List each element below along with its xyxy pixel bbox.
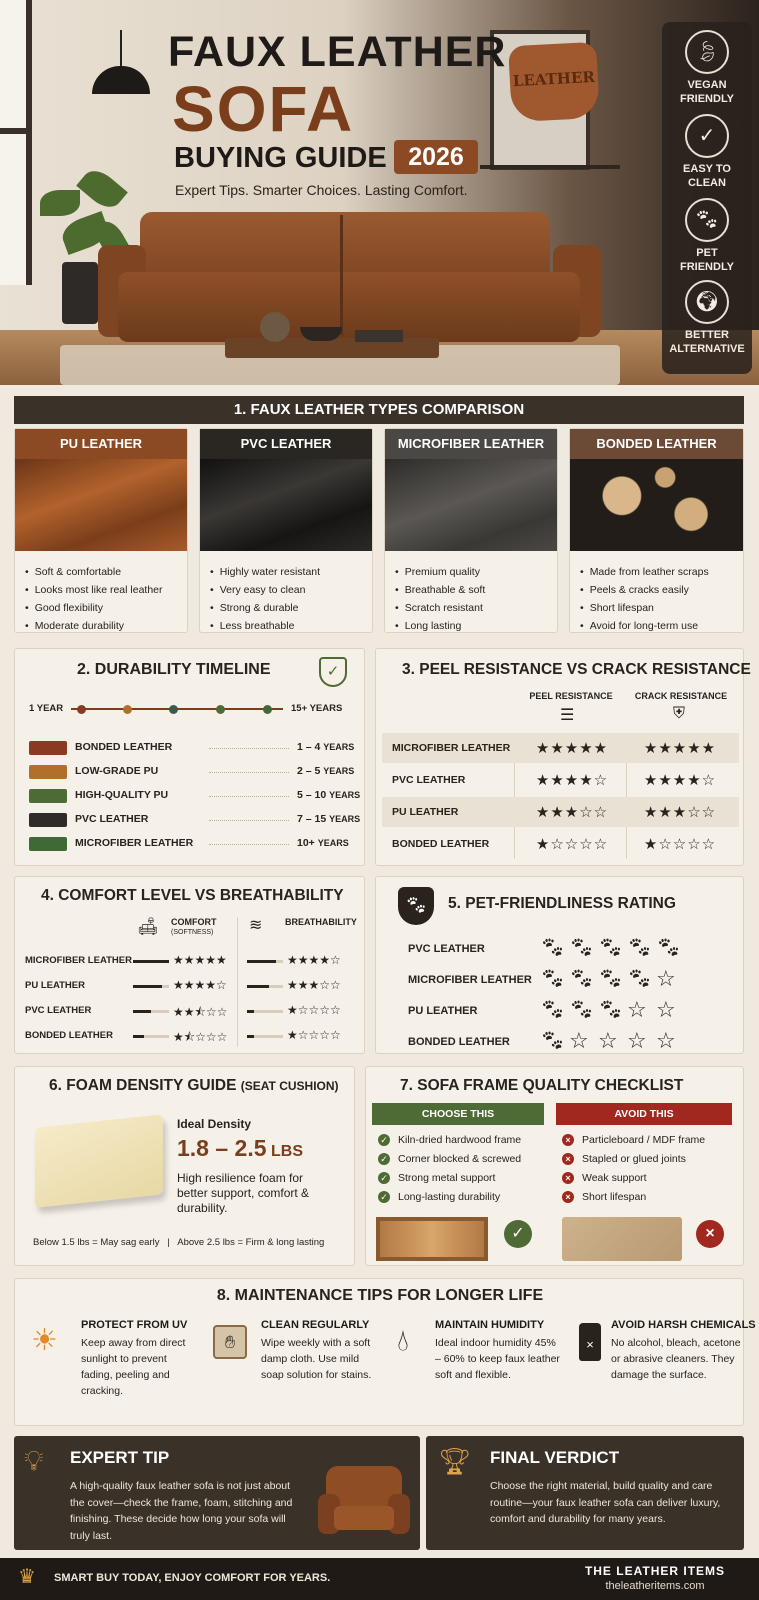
section3-title: 3. PEEL RESISTANCE VS CRACK RESISTANCE xyxy=(402,661,751,678)
final-verdict-card xyxy=(426,1436,744,1550)
star-outline-icon: ☆ xyxy=(627,1028,647,1053)
breath-bar xyxy=(247,985,269,988)
plant-pot-small xyxy=(260,312,290,342)
verdict-title: FINAL VERDICT xyxy=(490,1448,620,1467)
badge-pet-friendly xyxy=(662,198,752,274)
mdf-board-image xyxy=(562,1217,682,1261)
comfort-stars: ★★⯪☆☆ xyxy=(173,1005,228,1019)
durability-row xyxy=(29,811,361,829)
tip-title: MAINTAIN HUMIDITY xyxy=(435,1319,545,1331)
choose-item: ✓ Strong metal support xyxy=(378,1169,521,1188)
star-outline-icon: ☆ xyxy=(656,966,676,991)
type-card-title: BONDED LEATHER xyxy=(570,429,743,459)
bonded-leather-swatch xyxy=(570,459,743,551)
comfort-name: BONDED LEATHER xyxy=(25,1030,113,1041)
type-point: • Breathable & soft xyxy=(395,581,557,599)
paw-filled-icon: 🐾︎ xyxy=(656,937,682,959)
airflow-icon: ≋ xyxy=(249,917,263,934)
foam-title-suffix: (SEAT CUSHION) xyxy=(240,1079,339,1093)
hardwood-frame-image xyxy=(376,1217,488,1261)
tip-text: No alcohol, bleach, acetone or abrasive cleaners. They damage the surface. xyxy=(611,1337,741,1381)
comfort-bar xyxy=(133,1035,144,1038)
comfort-subheader: (SOFTNESS) xyxy=(171,929,214,936)
badge-line: BETTER xyxy=(685,329,729,341)
tip-title: PROTECT FROM UV xyxy=(81,1319,188,1331)
shield-check-icon: ✓ xyxy=(685,114,729,158)
section5-title: 5. PET-FRIENDLINESS RATING xyxy=(448,895,676,912)
tip-title: AVOID HARSH CHEMICALS xyxy=(611,1319,756,1331)
sofa-divider xyxy=(340,215,343,335)
section1-title: 1. FAUX LEATHER TYPES COMPARISON xyxy=(14,396,744,424)
type-point: • Strong & durable xyxy=(210,599,372,617)
crack-header: CRACK RESISTANCE xyxy=(634,691,728,701)
star-outline-icon: ☆ xyxy=(656,1028,676,1053)
resistance-row xyxy=(382,829,739,859)
choose-list xyxy=(378,1131,521,1207)
foam-desc: High resilience foam for better support, comfort & durability. xyxy=(177,1171,310,1215)
pet-row xyxy=(386,966,726,994)
paw-filled-icon: 🐾︎ xyxy=(569,999,595,1021)
foam-above: Above 2.5 lbs = Firm & long lasting xyxy=(177,1237,325,1248)
type-point: • Good flexibility xyxy=(25,599,187,617)
peel-header: PEEL RESISTANCE xyxy=(529,691,613,701)
badge-line: FRIENDLY xyxy=(680,261,734,273)
type-point: • Moderate durability xyxy=(25,617,187,635)
x-icon: × xyxy=(562,1134,574,1146)
durability-unit: YEARS xyxy=(323,742,355,752)
star-outline-icon: ☆ xyxy=(569,1028,589,1053)
foam-title: 6. FOAM DENSITY GUIDE xyxy=(49,1077,237,1094)
tip-uv xyxy=(25,1319,195,1399)
choose-item: ✓ Corner blocked & screwed xyxy=(378,1150,521,1169)
pet-row xyxy=(386,997,726,1025)
resistance-name: PU LEATHER xyxy=(392,806,459,818)
comfort-bar xyxy=(133,960,169,963)
comfort-row xyxy=(25,1026,355,1048)
lamp-cord xyxy=(120,30,122,70)
badge-line: CLEAN xyxy=(688,177,726,189)
crack-stars: ★☆☆☆☆ xyxy=(643,836,717,853)
timeline-axis xyxy=(71,708,283,710)
paw-filled-icon: 🐾︎ xyxy=(569,937,595,959)
badge-easy-clean xyxy=(662,114,752,190)
breath-stars: ★★★★☆ xyxy=(287,953,341,967)
durability-name: HIGH-QUALITY PU xyxy=(75,789,169,801)
type-point: • Avoid for long-term use xyxy=(580,617,743,635)
avoid-header: AVOID THIS xyxy=(556,1103,732,1125)
resistance-row xyxy=(382,765,739,795)
badge-better-alternative xyxy=(662,280,752,356)
footer-brand: THE LEATHER ITEMS xyxy=(584,1564,726,1578)
check-icon: ✓ xyxy=(378,1153,390,1165)
shelf xyxy=(480,165,620,169)
type-card-microfiber xyxy=(384,428,558,633)
comfort-stars: ★★★★★ xyxy=(173,953,227,967)
armchair-image xyxy=(314,1464,414,1542)
breathability-header: BREATHABILITY xyxy=(285,917,357,927)
footer xyxy=(0,1558,759,1600)
durability-unit: YEARS xyxy=(329,814,361,824)
crack-stars: ★★★★★ xyxy=(643,740,717,757)
choose-header: CHOOSE THIS xyxy=(372,1103,544,1125)
choose-item: ✓ Long-lasting durability xyxy=(378,1188,521,1207)
foam-notes xyxy=(33,1237,324,1248)
star-outline-icon: ☆ xyxy=(598,1028,618,1053)
resistance-name: BONDED LEATHER xyxy=(392,838,490,850)
pu-leather-swatch xyxy=(15,459,187,551)
tip-title: CLEAN REGULARLY xyxy=(261,1319,370,1331)
paw-filled-icon: 🐾︎ xyxy=(540,1030,566,1052)
comfort-stars: ★⯪☆☆☆ xyxy=(173,1030,228,1044)
type-point: • Soft & comfortable xyxy=(25,563,187,581)
star-outline-icon: ☆ xyxy=(627,997,647,1022)
maintenance-card xyxy=(14,1278,756,1426)
leather-sign xyxy=(508,42,600,123)
breath-stars: ★☆☆☆☆ xyxy=(287,1003,341,1017)
paw-filled-icon: 🐾︎ xyxy=(627,968,653,990)
ideal-label: Ideal Density xyxy=(177,1117,252,1131)
leather-sign-text: LEATHER xyxy=(512,67,596,91)
durability-row xyxy=(29,787,361,805)
comfort-card xyxy=(14,876,365,1054)
timeline-dot xyxy=(169,705,178,714)
durability-name: PVC LEATHER xyxy=(75,813,149,825)
paw-filled-icon: 🐾︎ xyxy=(598,968,624,990)
crown-icon: ♛ xyxy=(18,1566,36,1588)
globe-icon: 🌍︎ xyxy=(685,280,729,324)
durability-range: 7 – 15 xyxy=(297,813,327,825)
pet-name: BONDED LEATHER xyxy=(408,1036,510,1048)
paw-shield-icon: 🐾︎ xyxy=(398,887,434,925)
plant-pot xyxy=(62,262,98,324)
section4-title: 4. COMFORT LEVEL VS BREATHABILITY xyxy=(41,887,344,904)
cracked-shield-icon: ⛨ xyxy=(673,705,686,722)
badge-line: VEGAN xyxy=(687,79,727,91)
droplet-icon: 💧︎ xyxy=(397,1324,409,1357)
durability-row xyxy=(29,763,355,781)
comfort-row xyxy=(25,951,355,973)
durability-swatch xyxy=(29,837,67,851)
paw-icon: 🐾︎ xyxy=(685,198,729,242)
type-card-bonded xyxy=(569,428,744,633)
durability-range: 5 – 10 xyxy=(297,789,327,801)
approve-icon: ✓ xyxy=(504,1220,532,1248)
sun-icon: ☀ xyxy=(31,1324,58,1357)
choose-item: ✓ Kiln-dried hardwood frame xyxy=(378,1131,521,1150)
resistance-row xyxy=(382,797,739,827)
avoid-item: × Short lifespan xyxy=(562,1188,705,1207)
resistance-name: MICROFIBER LEATHER xyxy=(392,742,511,754)
crack-stars: ★★★☆☆ xyxy=(643,804,717,821)
window xyxy=(0,0,32,285)
type-point: • Short lifespan xyxy=(580,599,743,617)
durability-name: MICROFIBER LEATHER xyxy=(75,837,194,849)
breath-bar xyxy=(247,1010,254,1013)
pet-card xyxy=(375,876,744,1054)
comfort-stars: ★★★★☆ xyxy=(173,978,227,992)
paw-filled-icon: 🐾︎ xyxy=(569,968,595,990)
leaf-icon: 🍃︎ xyxy=(685,30,729,74)
comfort-name: PVC LEATHER xyxy=(25,1005,92,1016)
paw-filled-icon: 🐾︎ xyxy=(627,937,653,959)
durability-unit: YEARS xyxy=(323,766,355,776)
bottle-icon: × xyxy=(579,1323,601,1361)
type-point: • Looks most like real leather xyxy=(25,581,187,599)
foam-card xyxy=(14,1066,355,1266)
star-outline-icon: ☆ xyxy=(656,997,676,1022)
trophy-icon: 🏆︎ xyxy=(438,1446,472,1476)
title-line-2: SOFA xyxy=(172,73,355,145)
sofa-seat xyxy=(118,272,580,342)
section8-title: 8. MAINTENANCE TIPS FOR LONGER LIFE xyxy=(216,1287,544,1304)
pet-row xyxy=(386,1028,726,1056)
pet-name: PVC LEATHER xyxy=(408,943,485,955)
durability-swatch xyxy=(29,765,67,779)
durability-row xyxy=(29,739,355,757)
title-line-3: BUYING GUIDE xyxy=(174,142,387,174)
timeline-dot xyxy=(216,705,225,714)
type-card-title: PVC LEATHER xyxy=(200,429,372,459)
type-card-pvc xyxy=(199,428,373,633)
badge-line: FRIENDLY xyxy=(680,93,734,105)
section2-title: 2. DURABILITY TIMELINE xyxy=(77,661,271,678)
resistance-name: PVC LEATHER xyxy=(392,774,466,786)
peel-crack-card xyxy=(375,648,751,866)
avoid-item: × Weak support xyxy=(562,1169,705,1188)
pvc-leather-swatch xyxy=(200,459,372,551)
foam-block xyxy=(35,1114,163,1207)
durability-range: 1 – 4 xyxy=(297,741,321,753)
expert-title: EXPERT TIP xyxy=(70,1448,170,1467)
comfort-name: PU LEATHER xyxy=(25,980,85,991)
durability-row xyxy=(29,835,349,853)
type-point: • Very easy to clean xyxy=(210,581,372,599)
pet-name: MICROFIBER LEATHER xyxy=(408,974,532,986)
tip-text: Ideal indoor humidity 45% – 60% to keep faux leather soft and flexible. xyxy=(435,1337,560,1381)
durability-unit: YEARS xyxy=(317,838,349,848)
comfort-bar xyxy=(133,985,162,988)
type-point: • Premium quality xyxy=(395,563,557,581)
badge-line: EASY TO xyxy=(683,163,731,175)
badge-line: PET xyxy=(696,247,718,259)
paw-filled-icon: 🐾︎ xyxy=(540,999,566,1021)
type-card-title: PU LEATHER xyxy=(15,429,187,459)
timeline-dot xyxy=(123,705,132,714)
avoid-list xyxy=(562,1131,705,1207)
durability-card xyxy=(14,648,365,866)
badge-vegan xyxy=(662,30,752,106)
badge-line: ALTERNATIVE xyxy=(669,343,745,355)
type-card-pu xyxy=(14,428,188,633)
paw-filled-icon: 🐾︎ xyxy=(540,968,566,990)
foam-below: Below 1.5 lbs = May sag early xyxy=(33,1237,160,1248)
coffee-table xyxy=(225,338,439,358)
shield-check-icon: ✓ xyxy=(319,657,347,687)
footer-slogan: SMART BUY TODAY, ENJOY COMFORT FOR YEARS. xyxy=(54,1572,331,1584)
tip-chemicals xyxy=(571,1319,756,1383)
durability-range: 2 – 5 xyxy=(297,765,321,777)
durability-swatch xyxy=(29,789,67,803)
ideal-unit: LBS xyxy=(270,1143,303,1160)
type-point: • Highly water resistant xyxy=(210,563,372,581)
avoid-item: × Particleboard / MDF frame xyxy=(562,1131,705,1150)
x-icon: × xyxy=(562,1191,574,1203)
feature-badges xyxy=(662,22,752,374)
durability-swatch xyxy=(29,813,67,827)
section6-title xyxy=(49,1077,339,1095)
ideal-density xyxy=(177,1135,303,1162)
frame-card xyxy=(365,1066,744,1266)
scale-start: 1 YEAR xyxy=(29,703,64,714)
timeline-dot xyxy=(263,705,272,714)
breath-bar xyxy=(247,960,276,963)
microfiber-leather-swatch xyxy=(385,459,557,551)
footer-site: theleatheritems.com xyxy=(605,1580,705,1592)
expert-tip-card xyxy=(14,1436,420,1550)
title-line-1: FAUX LEATHER xyxy=(168,28,507,76)
peel-stars: ★★★★★ xyxy=(535,740,609,757)
expert-text: A high-quality faux leather sofa is not just about the cover—check the frame, foam, stitching and finishing. These decide how long your sofa will truly last. xyxy=(70,1480,293,1542)
x-icon: × xyxy=(562,1153,574,1165)
type-point: • Less breathable xyxy=(210,617,372,635)
ideal-value: 1.8 – 2.5 xyxy=(177,1135,267,1161)
type-point: • Made from leather scraps xyxy=(580,563,743,581)
section7-title: 7. SOFA FRAME QUALITY CHECKLIST xyxy=(400,1077,684,1094)
peel-stars: ★★★★☆ xyxy=(535,772,609,789)
plant-leaf xyxy=(40,190,80,216)
lightbulb-icon: 💡︎ xyxy=(24,1445,44,1476)
check-icon: ✓ xyxy=(378,1172,390,1184)
pet-row xyxy=(386,935,726,963)
resistance-row xyxy=(382,733,739,763)
type-point: • Scratch resistant xyxy=(395,599,557,617)
tip-text: Keep away from direct sunlight to prevent fading, peeling and cracking. xyxy=(81,1337,186,1397)
x-icon: × xyxy=(562,1172,574,1184)
pet-name: PU LEATHER xyxy=(408,1005,478,1017)
check-icon: ✓ xyxy=(378,1134,390,1146)
cloth-icon: ✋︎ xyxy=(213,1325,247,1359)
comfort-row xyxy=(25,976,355,998)
durability-range: 10+ xyxy=(297,837,315,849)
scale-end: 15+ YEARS xyxy=(291,703,343,714)
paw-filled-icon: 🐾︎ xyxy=(598,937,624,959)
foam-separator: | xyxy=(167,1237,170,1248)
tip-clean xyxy=(207,1319,379,1383)
comfort-bar xyxy=(133,1010,151,1013)
crack-stars: ★★★★☆ xyxy=(643,772,717,789)
paw-filled-icon: 🐾︎ xyxy=(540,937,566,959)
type-card-title: MICROFIBER LEATHER xyxy=(385,429,557,459)
year-badge: 2026 xyxy=(394,140,478,174)
durability-name: LOW-GRADE PU xyxy=(75,765,159,777)
timeline-dot xyxy=(77,705,86,714)
peel-stars: ★☆☆☆☆ xyxy=(535,836,609,853)
tip-text: Wipe weekly with a soft damp cloth. Use mild soap solution for stains. xyxy=(261,1337,372,1381)
books xyxy=(355,330,403,342)
breath-stars: ★☆☆☆☆ xyxy=(287,1028,341,1042)
verdict-text: Choose the right material, build quality and care routine—your faux leather sofa can deliver luxury, comfort and durability for many years. xyxy=(490,1480,721,1525)
durability-unit: YEARS xyxy=(329,790,361,800)
check-icon: ✓ xyxy=(378,1191,390,1203)
paw-filled-icon: 🐾︎ xyxy=(598,999,624,1021)
durability-name: BONDED LEATHER xyxy=(75,741,173,753)
avoid-item: × Stapled or glued joints xyxy=(562,1150,705,1169)
breath-stars: ★★★☆☆ xyxy=(287,978,341,992)
comfort-header: COMFORT xyxy=(171,917,217,927)
type-point: • Peels & cracks easily xyxy=(580,581,743,599)
armchair-icon: 🛋︎ xyxy=(137,917,159,936)
tagline: Expert Tips. Smarter Choices. Lasting Comfort. xyxy=(175,182,468,198)
reject-icon: × xyxy=(696,1220,724,1248)
comfort-name: MICROFIBER LEATHER xyxy=(25,955,132,966)
peel-stars: ★★★☆☆ xyxy=(535,804,609,821)
layers-icon: ☰ xyxy=(560,707,575,724)
durability-swatch xyxy=(29,741,67,755)
breath-bar xyxy=(247,1035,254,1038)
type-point: • Long lasting xyxy=(395,617,557,635)
comfort-row xyxy=(25,1001,355,1023)
tip-humidity xyxy=(391,1319,561,1383)
